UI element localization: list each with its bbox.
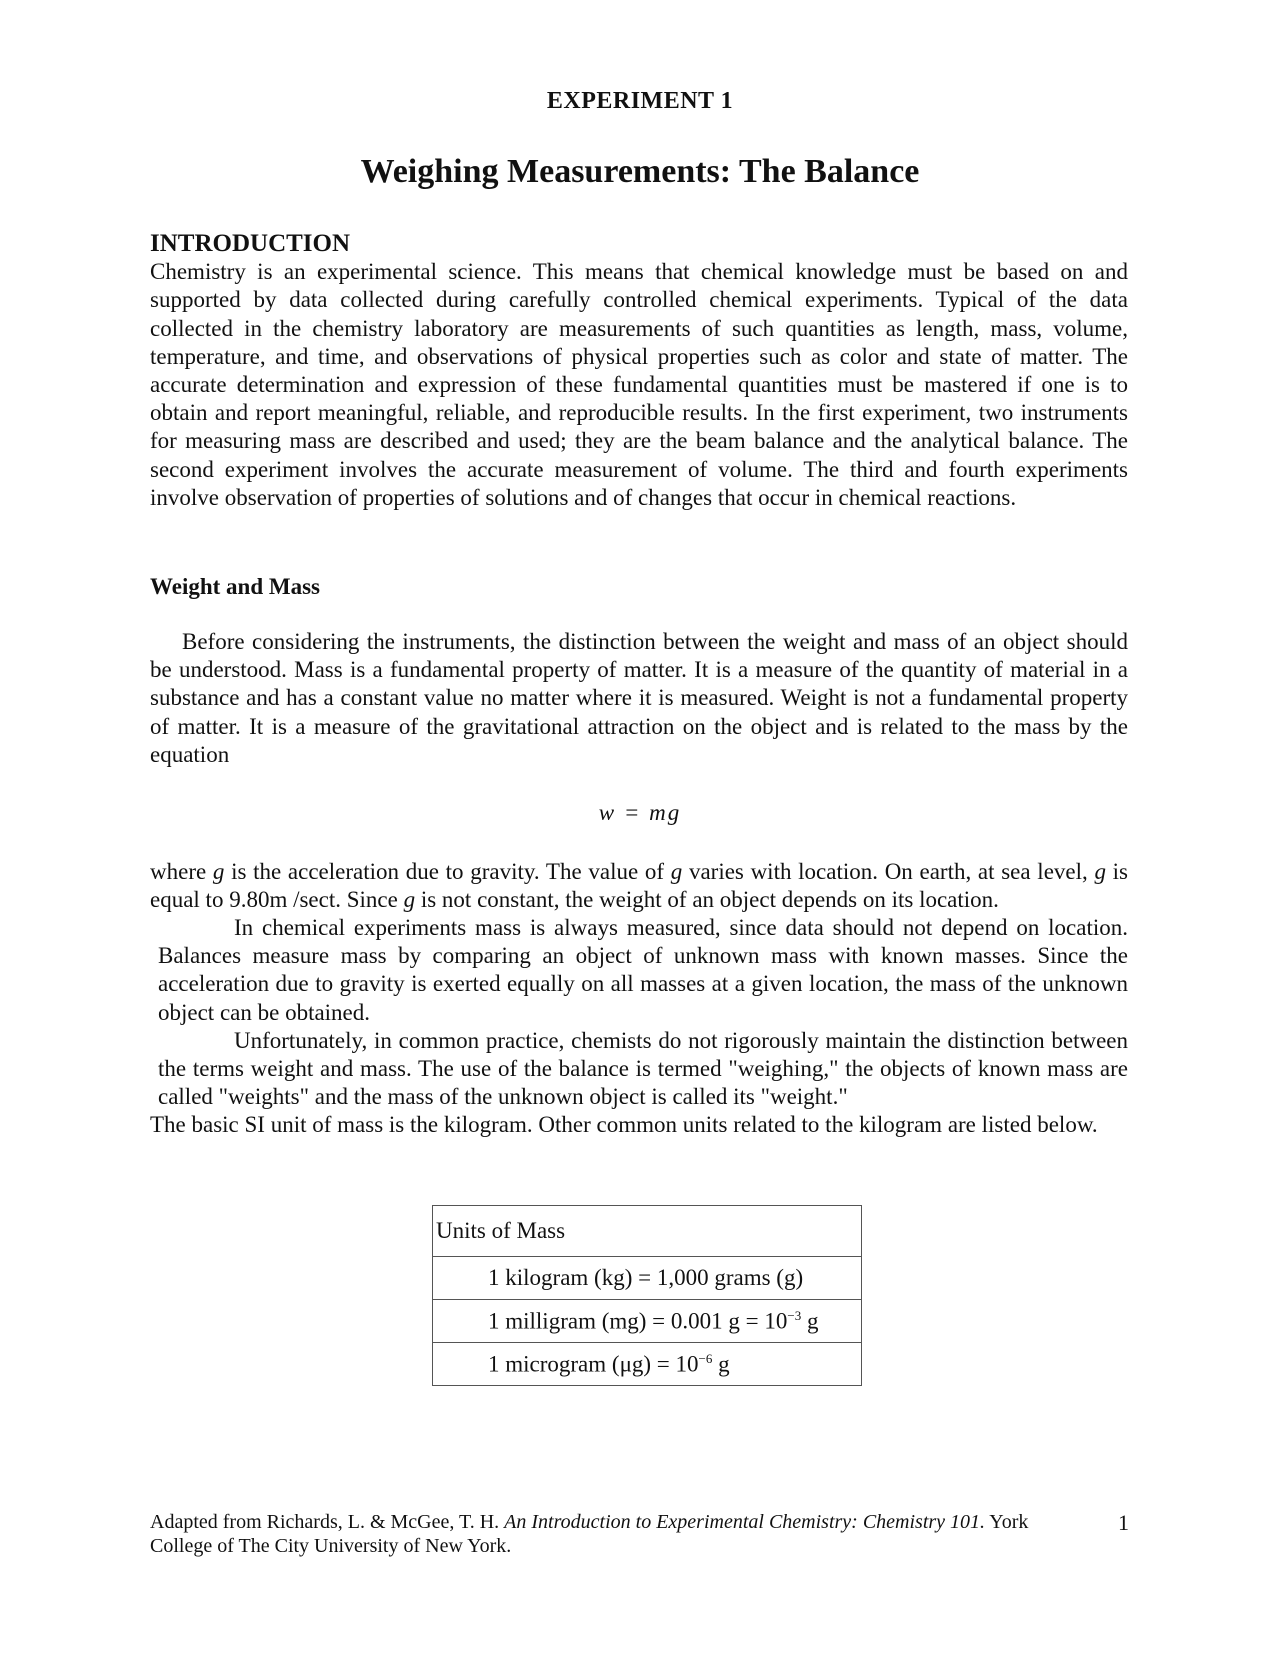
table-row xyxy=(433,1343,862,1386)
gravity-text-2: is the acceleration due to gravity. The value of xyxy=(224,859,671,884)
table-row-milligram xyxy=(433,1300,862,1343)
milligram-text: 1 milligram (mg) = 0.001 g = 10 xyxy=(488,1308,788,1334)
units-of-mass-table xyxy=(432,1205,862,1386)
microgram-unit: g xyxy=(712,1351,730,1377)
page-title: Weighing Measurements: The Balance xyxy=(360,153,920,190)
weight-mass-paragraph-1: Before considering the instruments, the distinction between the weight and mass of an object should be understood. Mass is a fundamental property of matter. It is a measure of the quantity of material in a substance and has a constant value no matter where it is measured. Weight is not a fundamental property of matter. It is a measure of the gravitational attraction on the object and is related to the mass by the equation xyxy=(150,629,1128,767)
table-row-kilogram: 1 kilogram (kg) = 1,000 grams (g) xyxy=(433,1257,862,1300)
experiment-label: EXPERIMENT 1 xyxy=(546,88,734,114)
introduction-section xyxy=(150,230,1128,512)
weight-mass-heading: Weight and Mass xyxy=(150,574,320,599)
table-row-microgram xyxy=(433,1343,862,1386)
microgram-text: 1 microgram (μg) = 10 xyxy=(488,1351,699,1377)
footer-citation xyxy=(150,1510,1080,1558)
weight-mass-paragraph-4: Unfortunately, in common practice, chemists do not rigorously maintain the distinction between the terms weight and mass. The use of the balance is termed "weighing," the objects of known mass are called "weights" and the mass of the unknown object is called its "weight." xyxy=(158,1028,1128,1110)
table-header-row xyxy=(433,1206,862,1257)
weight-mass-heading-block xyxy=(150,573,1128,601)
introduction-heading: INTRODUCTION xyxy=(150,230,351,257)
gravity-text-3: varies with location. On earth, at sea level, xyxy=(682,859,1095,884)
gravity-text-4: is equal to 9.80m /sect. Since xyxy=(150,859,1128,913)
footer-suffix: York College of The City University of New York. xyxy=(150,1511,1029,1557)
milligram-unit: g xyxy=(801,1308,819,1334)
gravity-text-5: is not constant, the weight of an object depends on its location. xyxy=(415,887,999,913)
footer-book-title: An Introduction to Experimental Chemistry: Chemistry 101. xyxy=(504,1511,986,1533)
weight-mass-paragraph-5: The basic SI unit of mass is the kilogram. Other common units related to the kilogram are listed below. xyxy=(150,1112,1098,1137)
gravity-paragraph xyxy=(150,858,1128,914)
introduction-paragraph: Chemistry is an experimental science. This means that chemical knowledge must be based on and supported by data collected during carefully controlled chemical experiments. Typical of the data collected in the chemistry laboratory are measurements of such quantities as length, mass, volume, temperature, and time, and observations of physical properties such as color and state of matter. The accurate determination and expression of these fundamental quantities must be mastered if one is to obtain and report meaningful, reliable, and reproducible results. In the first experiment, two instruments for measuring mass are described and used; they are the beam balance and the analytical balance. The second experiment involves the accurate measurement of volume. The third and fourth experiments involve observation of properties of solutions and of changes that occur in chemical reactions. xyxy=(150,259,1128,510)
weight-mass-paragraph-3: In chemical experiments mass is always measured, since data should not depend on location. Balances measure mass by comparing an object of unknown mass with known masses. Since the acceleration due to gravity is exerted equally on all masses at a given location, the mass of the unknown object can be obtained. xyxy=(158,915,1128,1025)
milligram-exponent: −3 xyxy=(787,1307,802,1323)
gravity-var-3: g xyxy=(1094,859,1106,884)
microgram-exponent: −6 xyxy=(698,1350,713,1366)
table-header-cell: Units of Mass xyxy=(433,1206,862,1257)
gravity-text-1: where xyxy=(150,859,213,884)
page-number: 1 xyxy=(1118,1510,1129,1535)
table-row xyxy=(433,1257,862,1300)
weight-equation: w = mg xyxy=(598,800,682,825)
footer-prefix: Adapted from Richards, L. & McGee, T. H. xyxy=(150,1511,505,1533)
gravity-var-2: g xyxy=(670,859,683,884)
gravity-var-4: g xyxy=(403,887,416,913)
gravity-var-1: g xyxy=(212,859,225,884)
table-row xyxy=(433,1300,862,1343)
